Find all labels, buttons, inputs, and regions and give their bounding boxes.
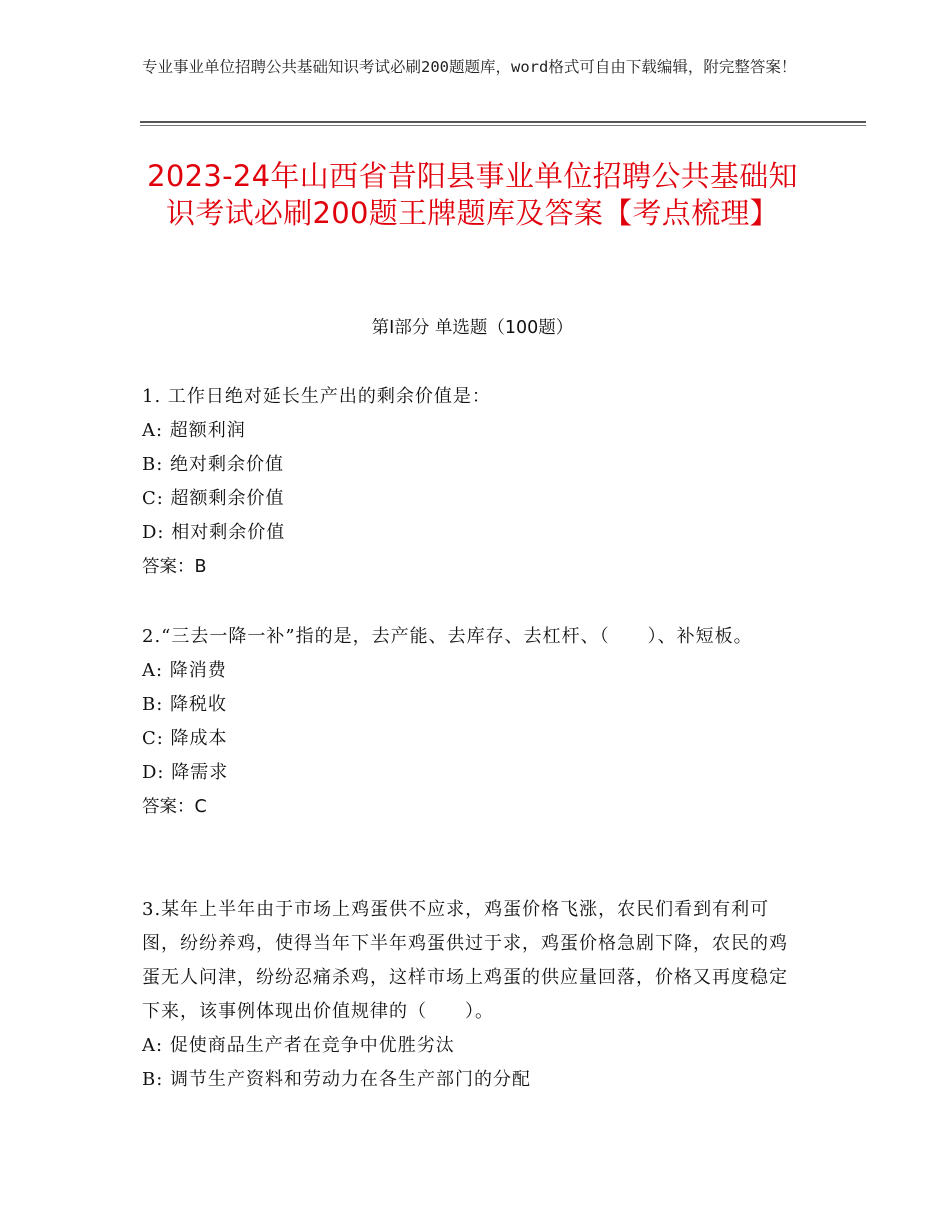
option-d: D: 降需求: [142, 762, 229, 783]
option-c: C: 超额剩余价值: [142, 488, 285, 509]
question-1: [142, 380, 802, 584]
question-stem: 3.某年上半年由于市场上鸡蛋供不应求，鸡蛋价格飞涨，农民们看到有利可图，纷纷养鸡，使得当年下半年鸡蛋供过于求，鸡蛋价格急剧下降，农民的鸡蛋无人问津，纷纷忍痛杀鸡，这样市场上鸡蛋的供应量回落，价格又再度稳定下来，该事例体现出价值规律的（ ）。: [142, 899, 788, 1022]
option-b: B: 调节生产资料和劳动力在各生产部门的分配: [142, 1069, 532, 1090]
question-stem: 1. 工作日绝对延长生产出的剩余价值是：: [142, 386, 491, 407]
header-divider-thin: [140, 125, 866, 126]
option-d: D: 相对剩余价值: [142, 522, 286, 543]
question-3: [142, 893, 802, 1097]
question-stem: 2.“三去一降一补”指的是，去产能、去库存、去杠杆、（ ）、补短板。: [142, 626, 753, 647]
option-a: A: 降消费: [142, 660, 227, 681]
header-divider: [140, 121, 866, 123]
option-b: B: 绝对剩余价值: [142, 454, 285, 475]
option-b: B: 降税收: [142, 694, 228, 715]
answer: 答案：B: [142, 557, 207, 577]
answer: 答案：C: [142, 797, 207, 817]
question-2: [142, 620, 802, 824]
option-a: A: 促使商品生产者在竞争中优胜劣汰: [142, 1035, 455, 1056]
option-a: A: 超额利润: [142, 420, 246, 441]
option-c: C: 降成本: [142, 728, 228, 749]
document-title: 2023-24年山西省昔阳县事业单位招聘公共基础知识考试必刷200题王牌题库及答案【考点梳理】: [147, 159, 798, 230]
section-title: 第Ⅰ部分 单选题（100题）: [371, 318, 574, 338]
header-note: 专业事业单位招聘公共基础知识考试必刷200题题库，word格式可自由下载编辑，附完整答案！: [142, 58, 797, 76]
